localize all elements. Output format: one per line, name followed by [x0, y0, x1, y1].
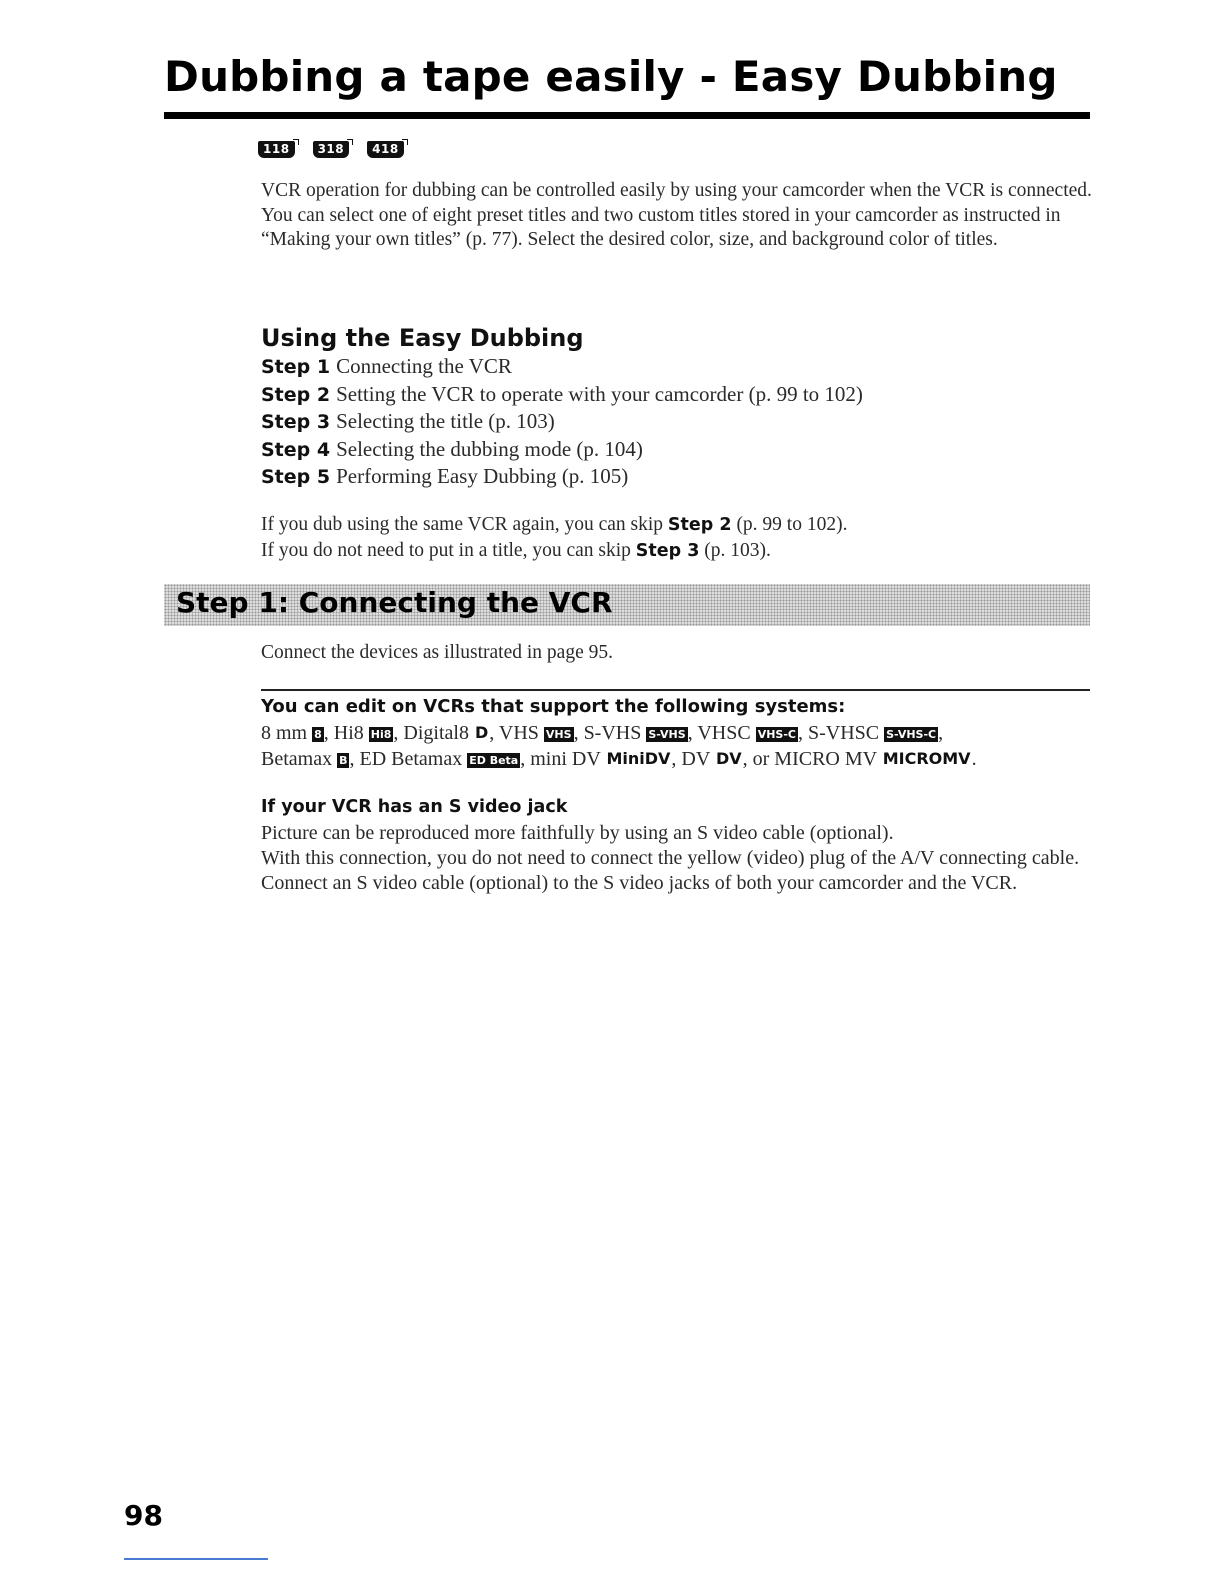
step-text: Connecting the VCR [336, 354, 512, 378]
step-label: Step 4 [261, 438, 331, 461]
hi8-logo-icon: Hi8 [370, 728, 392, 741]
page-number: 98 [124, 1499, 163, 1532]
ed-betamax-logo-icon: ED Beta [469, 754, 519, 767]
step-item [261, 436, 1101, 464]
step-text: Selecting the dubbing mode (p. 104) [336, 436, 643, 461]
system-item: S-VHSC S-VHS-C , [807, 722, 944, 744]
8mm-logo-icon: 8 [314, 728, 322, 741]
model-badges [258, 141, 404, 158]
step-label: Step 1 [261, 356, 331, 378]
systems-divider [261, 689, 1090, 691]
skip-note [261, 512, 1101, 538]
note-step-ref: Step 2 [667, 515, 732, 535]
system-item: 8 mm 8 , [261, 722, 329, 744]
system-item: MICRO MV MICROMV. [774, 748, 977, 770]
betamax-logo-icon: B [339, 754, 348, 767]
systems-list [261, 720, 1101, 772]
system-item: VHSC VHS-C , [697, 722, 803, 744]
model-badge-icon: 118 [258, 141, 295, 158]
micromv-logo-icon: MICROMV [882, 749, 971, 768]
system-item: DV DV, or [681, 748, 770, 770]
skip-notes [261, 512, 1101, 564]
minidv-logo-icon: MiniDV [606, 749, 671, 768]
systems-line-2 [261, 746, 1101, 772]
step-item [261, 381, 1101, 409]
svideo-paragraph: Picture can be reproduced more faithfully by using an S video cable (optional). [261, 822, 894, 844]
step1-banner-title: Step 1: Connecting the VCR [176, 586, 613, 619]
footer-rule [124, 1558, 268, 1560]
note-step-ref: Step 3 [635, 541, 700, 561]
step-item [261, 463, 1101, 491]
steps-list [261, 353, 1101, 491]
note-text: If you dub using the same VCR again, you can skip [261, 514, 668, 535]
svideo-paragraph: With this connection, you do not need to connect the yellow (video) plug of the A/V connecting cable. [261, 847, 1080, 869]
step-label: Step 3 [261, 411, 331, 433]
model-badge-icon: 318 [313, 141, 350, 158]
svideo-body [261, 821, 1111, 896]
system-item: mini DV MiniDV, [530, 748, 677, 770]
system-item: Digital8 D, [403, 722, 495, 744]
system-item: Betamax B , [261, 748, 355, 770]
note-text: (p. 99 to 102). [731, 514, 848, 535]
svideo-paragraph: Connect an S video cable (optional) to the S video jacks of both your camcorder and the VCR. [261, 872, 1018, 894]
title-underline [164, 112, 1090, 119]
intro-paragraph-2: You can select one of eight preset titles and two custom titles stored in your camcorder as instructed in “Making your own titles” (p. 77). Select the desired color, size, and background color of titles. [261, 204, 1061, 250]
system-item: S-VHS S-VHS , [583, 722, 693, 744]
system-item: VHS VHS , [498, 722, 579, 744]
system-item: Hi8 Hi8 , [333, 722, 399, 744]
skip-note [261, 538, 1101, 564]
section-heading-using-easy-dubbing: Using the Easy Dubbing [261, 324, 584, 352]
step-item [261, 353, 1101, 381]
step-text: Setting the VCR to operate with your camcorder (p. 99 to 102) [336, 381, 863, 406]
model-badge-icon: 418 [367, 141, 404, 158]
page-title: Dubbing a tape easily - Easy Dubbing [164, 52, 1058, 101]
vhsc-logo-icon: VHS-C [757, 728, 796, 741]
intro-text [261, 179, 1101, 253]
step-label: Step 5 [261, 466, 331, 488]
svhs-logo-icon: S-VHS [648, 728, 686, 741]
note-text: If you do not need to put in a title, you can skip [261, 540, 636, 561]
svideo-heading: If your VCR has an S video jack [261, 797, 568, 817]
step1-banner [164, 584, 1090, 626]
systems-line-1 [261, 720, 1101, 746]
system-item: ED Betamax ED Beta , [359, 748, 526, 770]
note-text: (p. 103). [699, 540, 771, 561]
intro-paragraph-1: VCR operation for dubbing can be controlled easily by using your camcorder when the VCR is connected. [261, 180, 1092, 201]
systems-heading: You can edit on VCRs that support the following systems: [261, 696, 846, 717]
step-text: Selecting the title (p. 103) [336, 409, 555, 433]
step-label: Step 2 [261, 383, 331, 406]
dv-logo-icon: DV [715, 749, 742, 768]
digital8-logo-icon: D [474, 723, 489, 742]
step-item [261, 408, 1101, 436]
svhsc-logo-icon: S-VHS-C [886, 728, 937, 741]
connect-instruction: Connect the devices as illustrated in page 95. [261, 642, 613, 663]
vhs-logo-icon: VHS [545, 728, 572, 741]
step-text: Performing Easy Dubbing (p. 105) [336, 464, 629, 488]
